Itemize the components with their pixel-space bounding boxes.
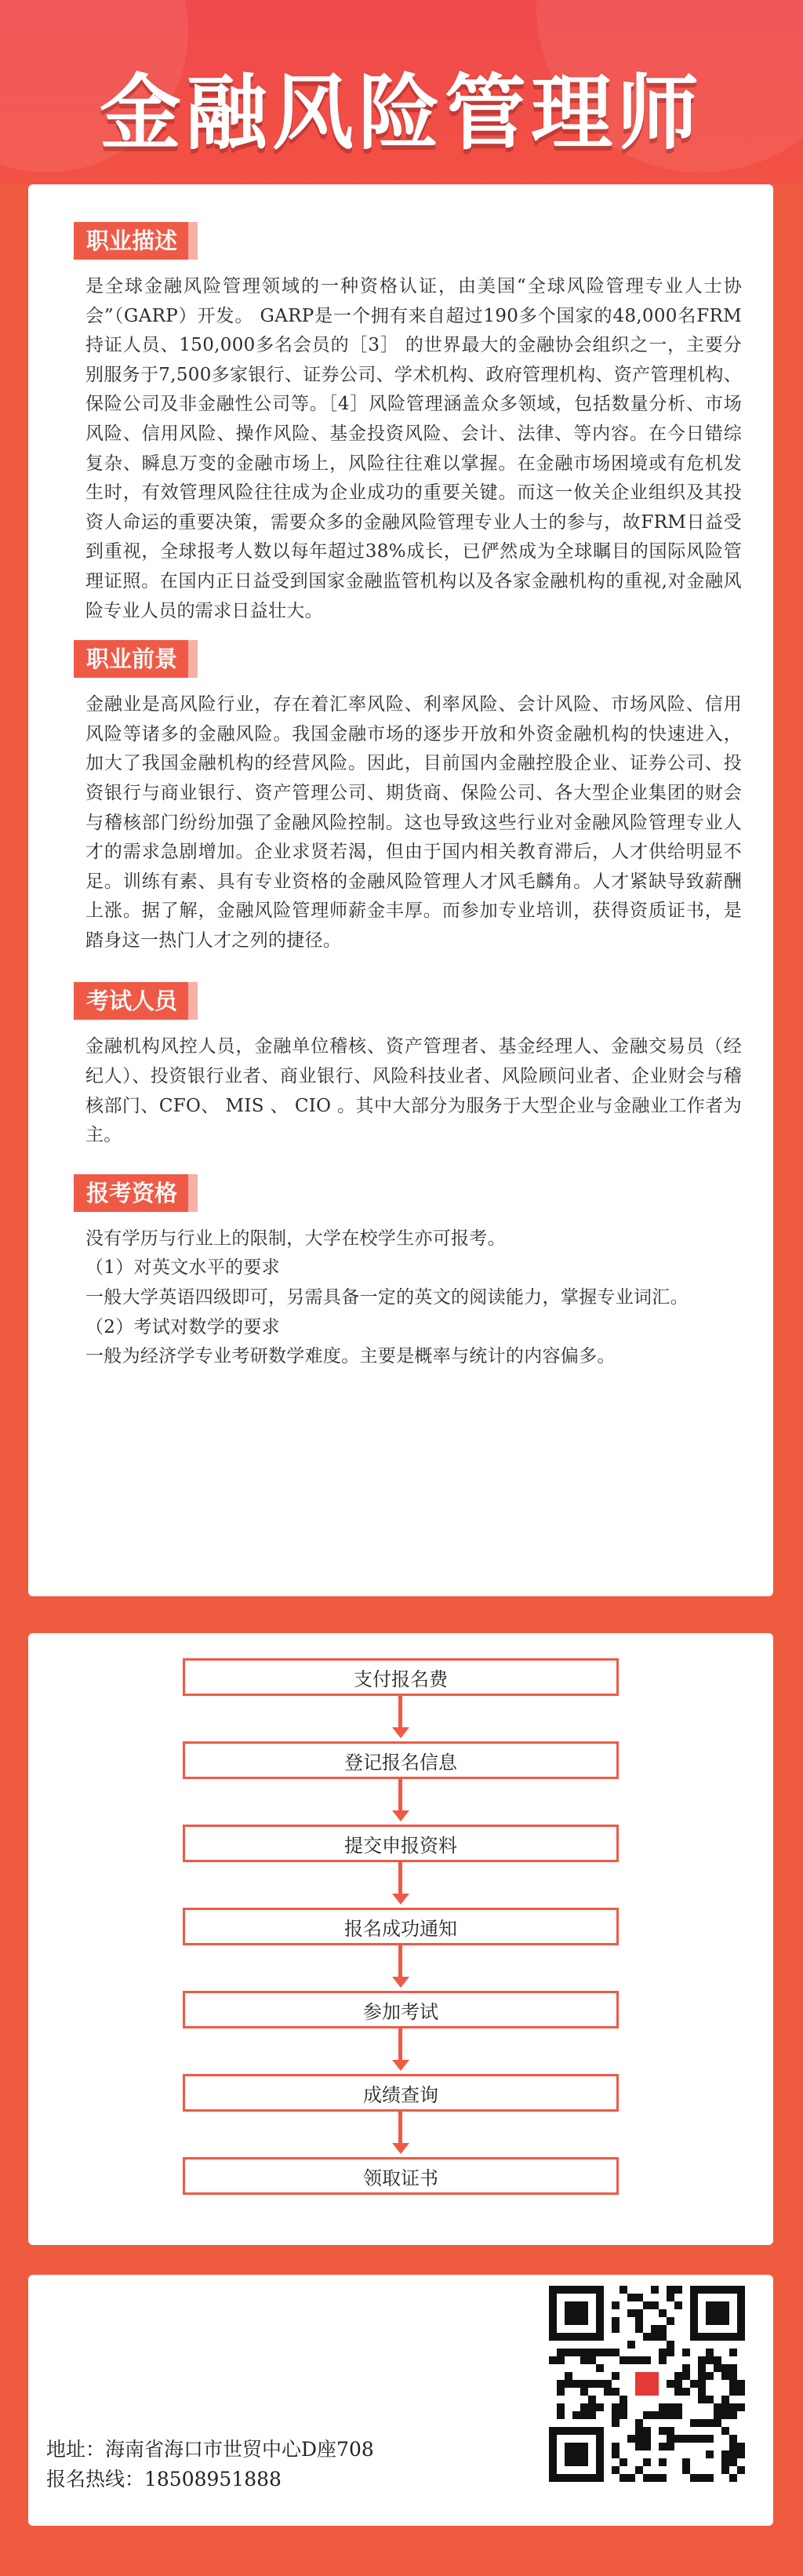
section-title: 职业前景 xyxy=(74,640,188,678)
address-text: 地址：海南省海口市世贸中心D座708 xyxy=(46,2438,374,2461)
contact-card xyxy=(28,2275,773,2526)
section-title: 报考资格 xyxy=(74,1174,188,1212)
flow-step: 领取证书 xyxy=(183,2157,619,2195)
arrow-down-icon xyxy=(392,1779,409,1825)
hotline-text: 报名热线：18508951888 xyxy=(46,2468,282,2490)
section-title: 考试人员 xyxy=(74,982,188,1020)
header-banner xyxy=(0,0,803,184)
arrow-down-icon xyxy=(392,1945,409,1991)
section-career-prospects xyxy=(85,640,742,955)
flow-step: 报名成功通知 xyxy=(183,1908,619,1945)
flow-step: 支付报名费 xyxy=(183,1658,619,1696)
info-card xyxy=(28,184,773,1596)
flow-step: 提交申报资料 xyxy=(183,1825,619,1862)
section-eligibility xyxy=(85,1174,742,1372)
qr-code xyxy=(549,2286,745,2482)
eligibility-line: 一般为经济学专业考研数学难度。主要是概率与统计的内容偏多。 xyxy=(85,1346,616,1367)
eligibility-line: （2）考试对数学的要求 xyxy=(85,1316,280,1337)
section-paragraph: 是全球金融风险管理领域的一种资格认证，由美国“全球风险管理专业人士协会”（GARP）开发。 GARP是一个拥有来自超过190多个国家的48,000名FRM持证人员、150,000多名会员的［3］ 的世界最大的金融协会组织之一，主要分别服务于7,500多家银行、证券公司、学术机构、政府管理机构、资产管理机构、保险公司及非金融性公司等。［4］风险管理涵盖众多领域，包括数量分析、市场风险、信用风险、操作风险、基金投资风险、会计、法律、等内容。在今日错综复杂、瞬息万变的金融市场上，风险往往难以掌握。在金融市场困境或有危机发生时，有效管理风险往往成为企业成功的重要关键。而这一攸关企业组织及其投资人命运的重要决策，需要众多的金融风险管理专业人士的参与，故FRM日益受到重视，全球报考人数以每年超过38%成长，已俨然成为全球瞩目的国际风险管理证照。在国内正日益受到国家金融监管机构以及各家金融机构的重视,对金融风险专业人员的需求日益壮大。 xyxy=(85,276,742,621)
flow-step: 成绩查询 xyxy=(183,2074,619,2112)
section-paragraph: 金融机构风控人员，金融单位稽核、资产管理者、基金经理人、金融交易员（经纪人）、投资银行业者、商业银行、风险科技业者、风险顾问业者、企业财会与稽核部门、CFO、 MIS 、 CIO 。其中大部分为服务于大型企业与金融业工作者为主。 xyxy=(85,1036,742,1146)
eligibility-line: 没有学历与行业上的限制，大学在校学生亦可报考。 xyxy=(85,1228,506,1249)
page-title: 金融风险管理师 xyxy=(99,65,703,161)
section-candidates xyxy=(85,982,742,1150)
arrow-down-icon xyxy=(392,2112,409,2157)
eligibility-line: （1）对英文水平的要求 xyxy=(85,1257,280,1279)
eligibility-line: 一般大学英语四级即可，另需具备一定的英文的阅读能力，掌握专业词汇。 xyxy=(85,1287,689,1308)
registration-flow-card xyxy=(28,1633,773,2245)
section-title: 职业描述 xyxy=(74,222,188,260)
arrow-down-icon xyxy=(392,1862,409,1908)
arrow-down-icon xyxy=(392,1696,409,1741)
flow-step: 参加考试 xyxy=(183,1991,619,2028)
flow-step: 登记报名信息 xyxy=(183,1741,619,1779)
section-paragraph: 金融业是高风险行业，存在着汇率风险、利率风险、会计风险、市场风险、信用风险等诸多的金融风险。我国金融市场的逐步开放和外资金融机构的快速进入，加大了我国金融机构的经营风险。因此，目前国内金融控股企业、证券公司、投资银行与商业银行、资产管理公司、期货商、保险公司、各大型企业集团的财会与稽核部门纷纷加强了金融风险控制。这也导致这些行业对金融风险管理专业人才的需求急剧增加。企业求贤若渴，但由于国内相关教育滞后，人才供给明显不足。训练有素、具有专业资格的金融风险管理人才风毛麟角。人才紧缺导致薪酬上涨。据了解，金融风险管理师薪金丰厚。而参加专业培训，获得资质证书，是踏身这一热门人才之列的捷径。 xyxy=(85,694,742,951)
section-job-description xyxy=(85,222,742,626)
arrow-down-icon xyxy=(392,2028,409,2074)
